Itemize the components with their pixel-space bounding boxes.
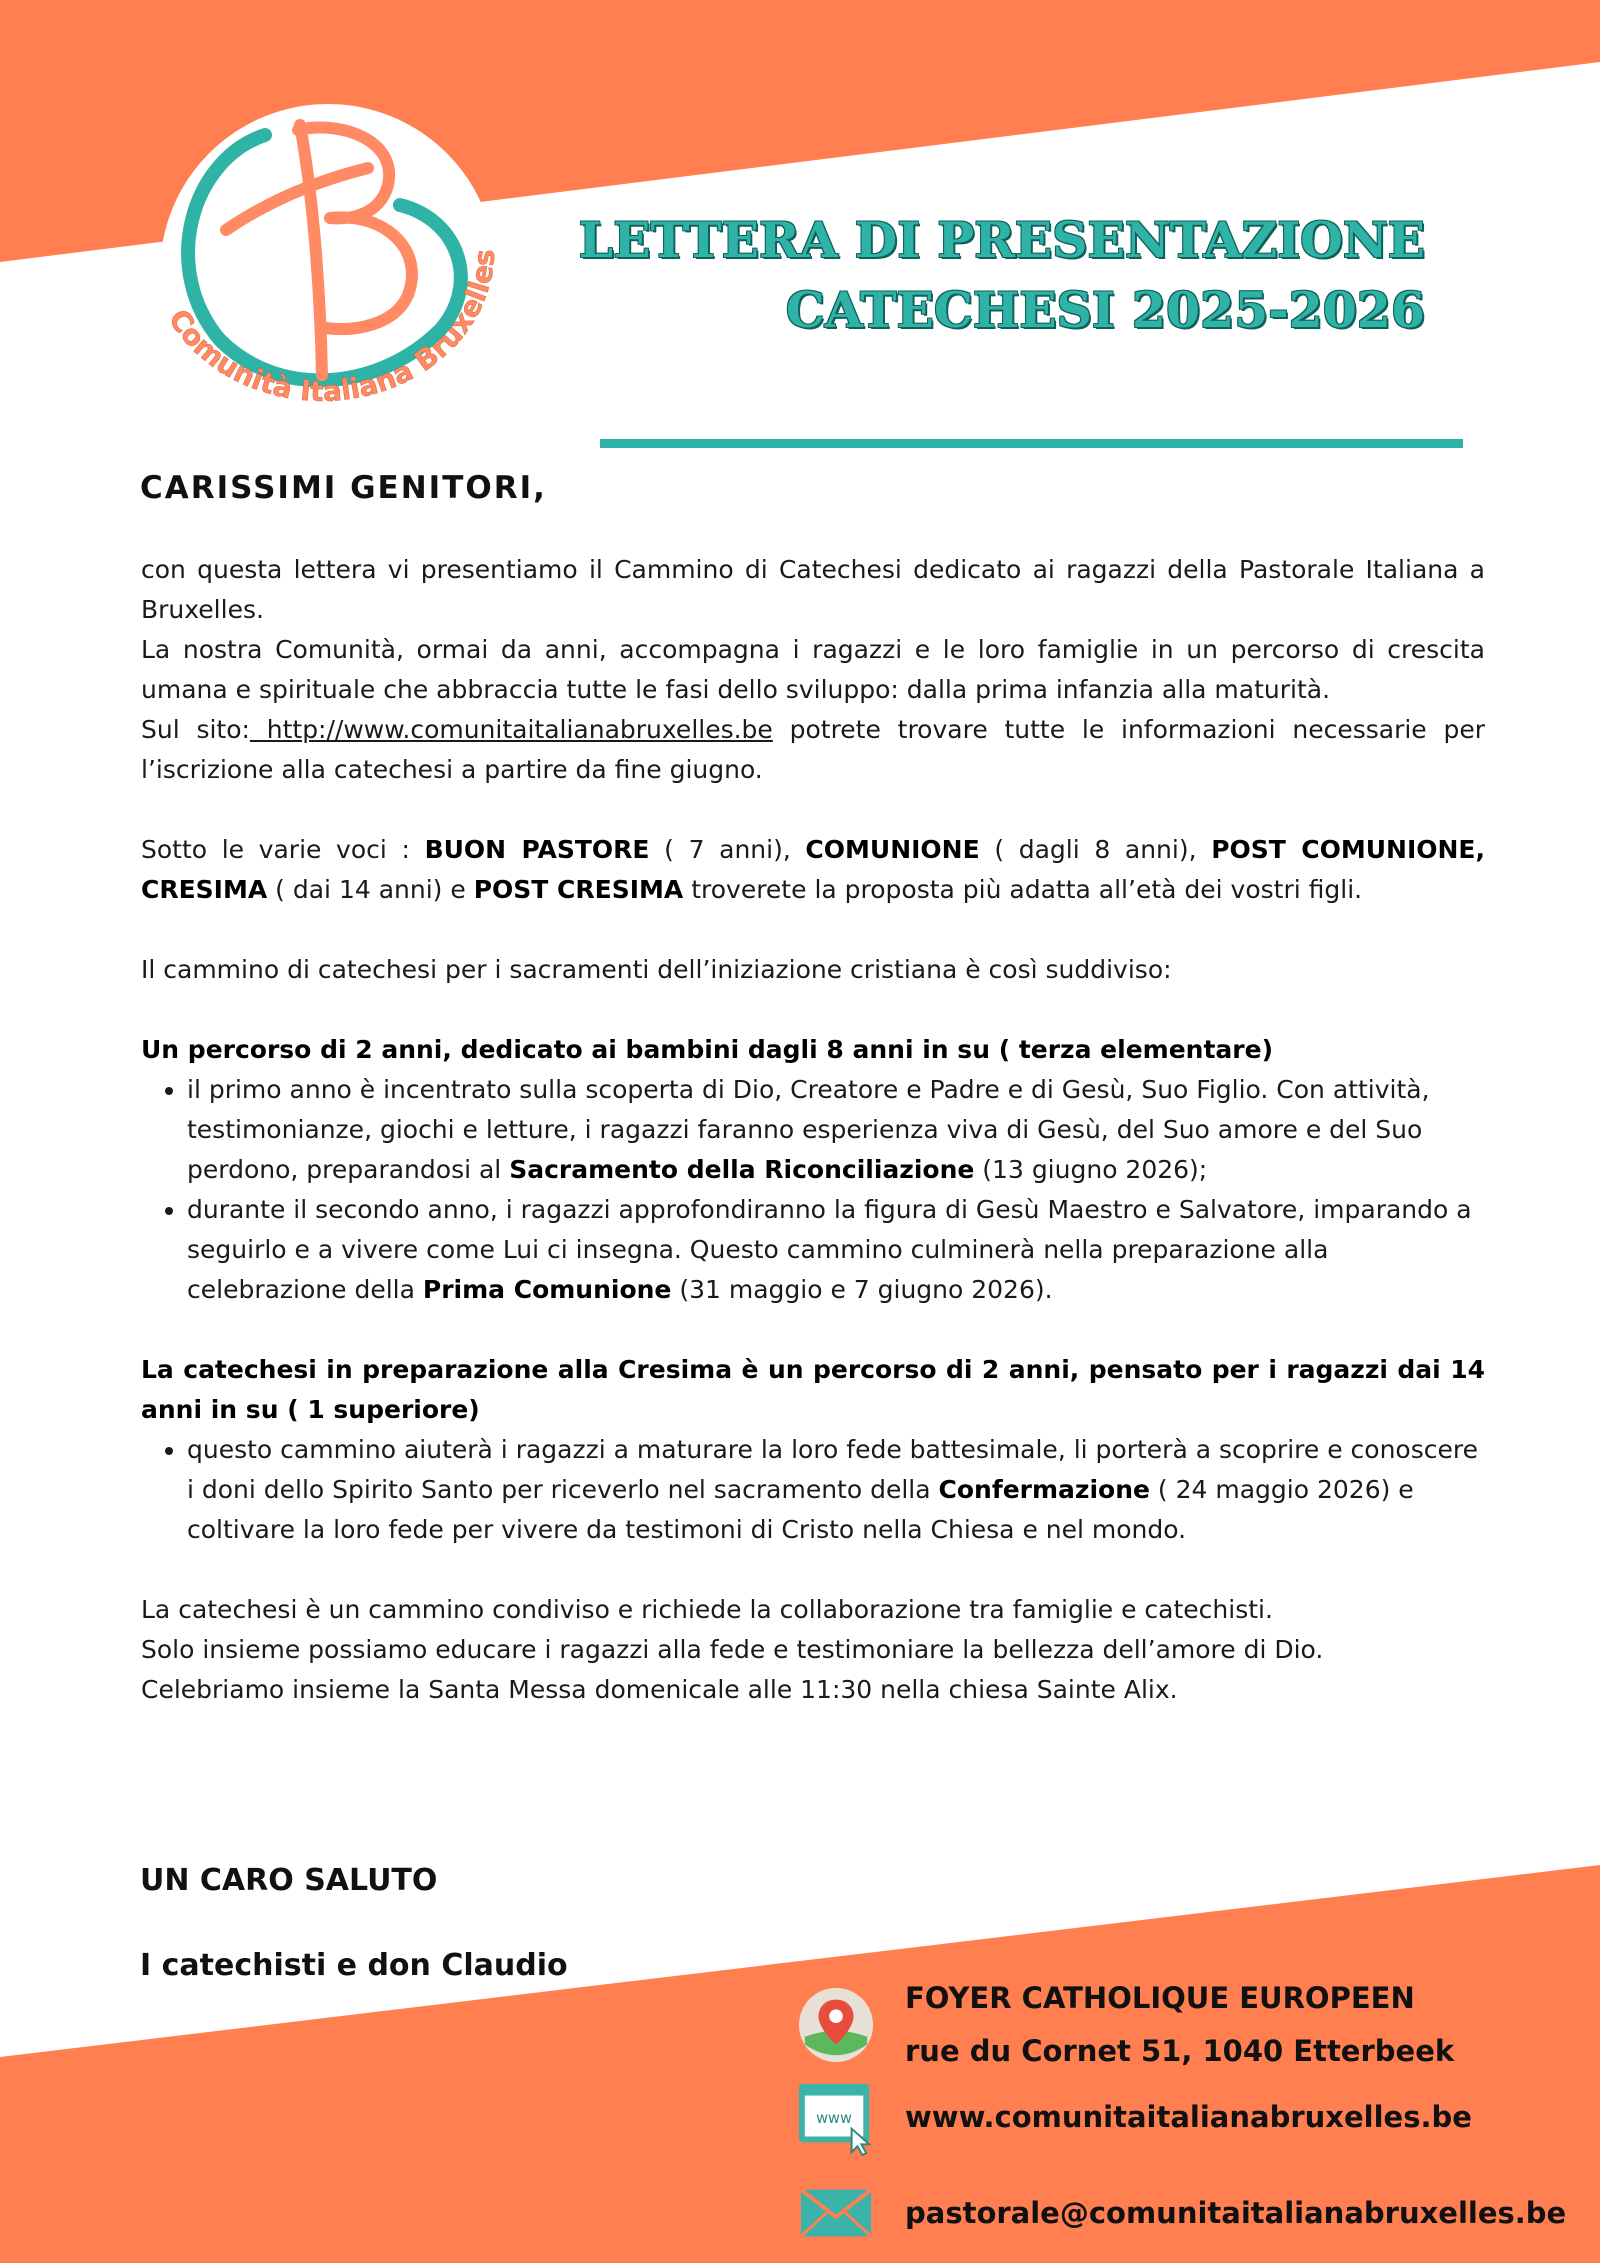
map-pin-icon <box>797 1986 875 2064</box>
site-suffix: potrete trovare tutte le informazioni necessarie per l’iscrizione alla catechesi a partire da fine giugno. <box>141 715 1485 784</box>
list-item-bold: Confermazione <box>938 1475 1150 1504</box>
footer-location <box>797 1972 1454 2078</box>
sections-text: ( 7 anni), <box>649 835 806 864</box>
title-line-1: LETTERA DI PRESENTAZIONE <box>578 211 1425 269</box>
email-text[interactable]: pastorale@comunitaitalianabruxelles.be <box>905 2195 1567 2230</box>
website-text[interactable]: www.comunitaitalianabruxelles.be <box>905 2099 1472 2134</box>
outro-line-1: La catechesi è un cammino condiviso e richiede la collaborazione tra famiglie e catechisti. <box>141 1595 1273 1624</box>
comunione-list <box>141 1070 1485 1310</box>
cresima-list <box>141 1430 1485 1550</box>
cresima-heading <box>141 1350 1485 1430</box>
browser-www-icon <box>797 2078 875 2156</box>
intro-paragraph-3 <box>141 710 1485 790</box>
comunione-heading <box>141 1030 1485 1070</box>
list-item <box>187 1190 1485 1310</box>
community-logo <box>150 100 510 440</box>
intro-paragraph-1: con questa lettera vi presentiamo il Cammino di Catechesi dedicato ai ragazzi della Pastorale Italiana a Bruxelles. <box>141 555 1485 624</box>
site-label: Sul sito: <box>141 715 250 744</box>
envelope-icon <box>797 2174 875 2252</box>
list-item-bold: Prima Comunione <box>422 1275 672 1304</box>
division-paragraph: Il cammino di catechesi per i sacramenti dell’iniziazione cristiana è così suddiviso: <box>141 955 1172 984</box>
closing-greeting: UN CARO SALUTO <box>140 1863 438 1898</box>
outro-line-2: Solo insieme possiamo educare i ragazzi alla fede e testimoniare la bellezza dell’amore di Dio. <box>141 1635 1324 1664</box>
list-item-text: il primo anno è incentrato sulla scoperta di Dio, Creatore e Padre e di Gesù, Suo Figlio. Con attività, testimonianze, giochi e letture, i ragazzi faranno esperienza viva di Gesù, del Suo amore e del Suo perdono, preparandosi al <box>187 1075 1430 1184</box>
venue-address: rue du Cornet 51, 1040 Etterbeek <box>905 2034 1455 2068</box>
sections-text: troverete la proposta più adatta all’età dei vostri figli. <box>683 875 1363 904</box>
footer-email <box>797 2174 1566 2252</box>
venue-name: FOYER CATHOLIQUE EUROPEEN <box>905 1981 1415 2015</box>
footer-website <box>797 2078 1472 2156</box>
greeting: CARISSIMI GENITORI, <box>140 470 547 506</box>
cresima-heading-text: La catechesi in preparazione alla Cresima è un percorso di 2 anni, pensato per i ragazzi dai 14 anni in su ( 1 superiore) <box>141 1355 1485 1424</box>
section-post-comunione-cresima: POST COMUNIONE, CRESIMA <box>141 835 1485 904</box>
outro-line-3: Celebriamo insieme la Santa Messa domenicale alle 11:30 nella chiesa Sainte Alix. <box>141 1675 1178 1704</box>
list-item-bold: Sacramento della Riconciliazione <box>509 1155 975 1184</box>
letter-body <box>141 550 1485 1710</box>
website-link[interactable]: http://www.comunitaitalianabruxelles.be <box>249 715 773 744</box>
sections-paragraph <box>141 830 1485 910</box>
list-item-text: durante il secondo anno, i ragazzi approfondiranno la figura di Gesù Maestro e Salvatore, imparando a seguirlo e a vivere come Lui ci insegna. Questo cammino culminerà nella preparazione alla celebrazione della <box>187 1195 1472 1304</box>
section-buon-pastore: BUON PASTORE <box>424 835 650 864</box>
list-item-text: (31 maggio e 7 giugno 2026). <box>671 1275 1053 1304</box>
list-item <box>187 1430 1485 1550</box>
www-icon-text: www <box>816 2109 852 2127</box>
section-post-cresima: POST CRESIMA <box>473 875 684 904</box>
signature: I catechisti e don Claudio <box>140 1948 568 1983</box>
logo-brand-text: Comunità Italiana Bruxelles <box>161 248 502 409</box>
comunione-heading-text: Un percorso di 2 anni, dedicato ai bambini dagli 8 anni in su ( terza elementare) <box>141 1035 1273 1064</box>
sections-text: ( dai 14 anni) e <box>267 875 474 904</box>
list-item-text: (13 giugno 2026); <box>974 1155 1208 1184</box>
list-item-text: questo cammino aiuterà i ragazzi a maturare la loro fede battesimale, li porterà a scoprire e conoscere i doni dello Spirito Santo per riceverlo nel sacramento della <box>187 1435 1478 1504</box>
list-item-text: ( 24 maggio 2026) e coltivare la loro fede per vivere da testimoni di Cristo nella Chiesa e nel mondo. <box>187 1475 1414 1544</box>
list-item <box>187 1070 1485 1190</box>
sections-text: Sotto le varie voci : <box>141 835 425 864</box>
page-title <box>579 205 1425 345</box>
title-line-2: CATECHESI 2025-2026 <box>785 281 1425 339</box>
intro-paragraph-2: La nostra Comunità, ormai da anni, accompagna i ragazzi e le loro famiglie in un percorso di crescita umana e spirituale che abbraccia tutte le fasi dello sviluppo: dalla prima infanzia alla maturità. <box>141 635 1485 704</box>
section-comunione: COMUNIONE <box>805 835 980 864</box>
sections-text: ( dagli 8 anni), <box>979 835 1212 864</box>
title-underline <box>600 439 1463 448</box>
